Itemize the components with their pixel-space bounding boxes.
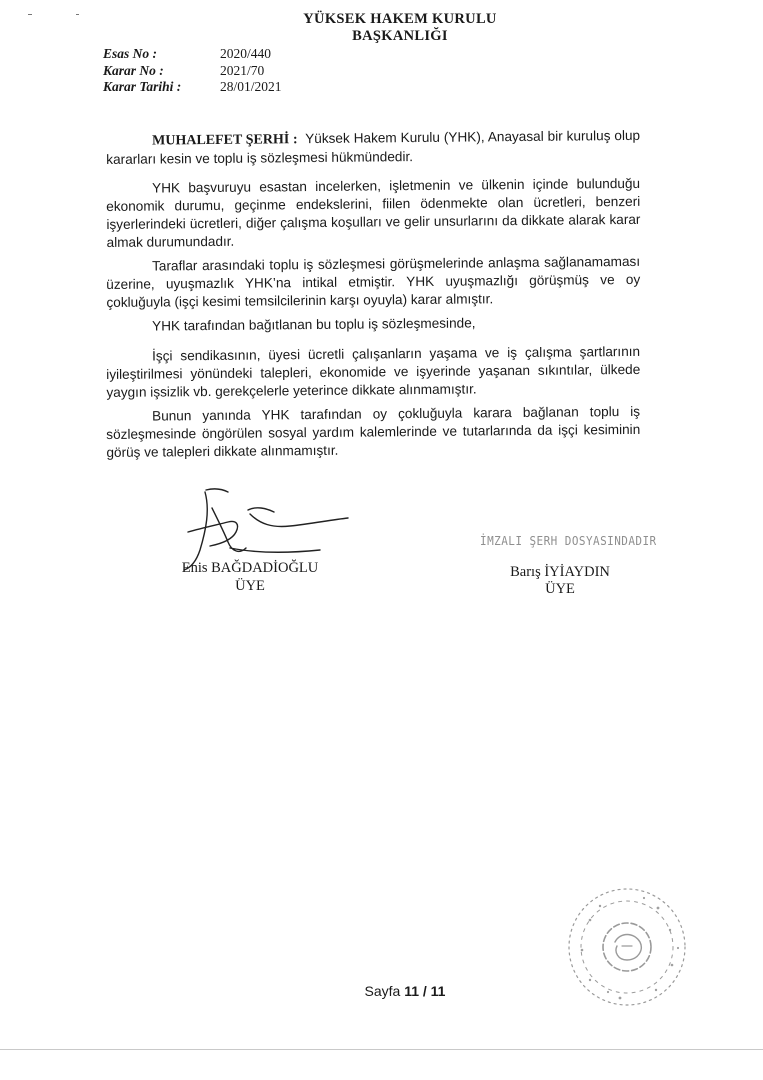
scan-edge-line xyxy=(0,1049,763,1050)
page-number xyxy=(330,983,480,999)
signed-dissent-stamp: İMZALI ŞERH DOSYASINDADIR xyxy=(480,533,657,548)
header-title-line2: BAŞKANLIĞI xyxy=(352,28,448,44)
left-signer-role: ÜYE xyxy=(235,578,265,594)
scan-speck xyxy=(76,14,79,15)
paragraph-4: YHK tarafından bağıtlanan bu toplu iş sözleşmesinde, xyxy=(152,315,476,334)
esas-value: 2020/440 xyxy=(220,46,272,61)
karar-label: Karar No : xyxy=(103,63,164,78)
paragraph-3: Taraflar arasındaki toplu iş sözleşmesi görüşmelerinde anlaşma sağlanamaması üzerine, uyuşmazlık YHK’na intikal etmiştir. YHK uyuşmazlığı görüşmüş ve oy çokluğuyla (işçi kesimi temsilcilerinin karşı oyuyla) karar almıştır. xyxy=(106,253,641,310)
paragraph-1 xyxy=(106,127,640,169)
official-seal xyxy=(560,880,695,1015)
page-label: Sayfa xyxy=(364,983,401,999)
header-title-line1: YÜKSEK HAKEM KURULU xyxy=(303,11,497,27)
karar-value: 2021/70 xyxy=(220,63,265,78)
paragraph-1-text: Yüksek Hakem Kurulu (YHK), Anayasal bir kuruluş olup kararları kesin ve toplu iş sözleşmesi hükmündedir. xyxy=(106,127,641,167)
right-signer-role: ÜYE xyxy=(545,581,575,597)
paragraph-lead: MUHALEFET ŞERHİ : xyxy=(152,132,298,149)
right-signer-name: Barış İYİAYDIN xyxy=(510,564,610,580)
tarih-value: 28/01/2021 xyxy=(220,79,282,94)
tarih-label: Karar Tarihi : xyxy=(103,79,182,94)
paragraph-5: İşçi sendikasının, üyesi ücretli çalışanların yaşama ve iş çalışma şartlarının iyileştirilmesi yönündeki talepleri, ekonomide ve işyerinde yaşanan sıkıntılar, ülkede yaygın işsizlik vb. gerekçelerle yeterince dikkate alınmamıştır. xyxy=(106,343,641,400)
esas-label: Esas No : xyxy=(103,46,158,61)
scan-speck xyxy=(28,14,32,15)
left-signer-name: Enis BAĞDADİOĞLU xyxy=(181,560,319,576)
paragraph-6: Bunun yanında YHK tarafından oy çokluğuyla karara bağlanan toplu iş sözleşmesinde öngörülen sosyal yardım kalemlerinde ve tutarlarında da işçi kesiminin görüş ve talepleri dikkate alınmamıştır. xyxy=(106,403,641,460)
paragraph-2: YHK başvuruyu esastan incelerken, işletmenin ve ülkenin içinde bulunduğu ekonomik durumu, geçinme endekslerini, fiilen ödenmekte olan ücretleri, benzeri işyerlerindeki ücretleri, diğer çalışma koşulları ve gelir unsurlarını da dikkate alarak karar almak durumundadır. xyxy=(106,175,641,250)
page-value: 11 / 11 xyxy=(404,983,446,999)
